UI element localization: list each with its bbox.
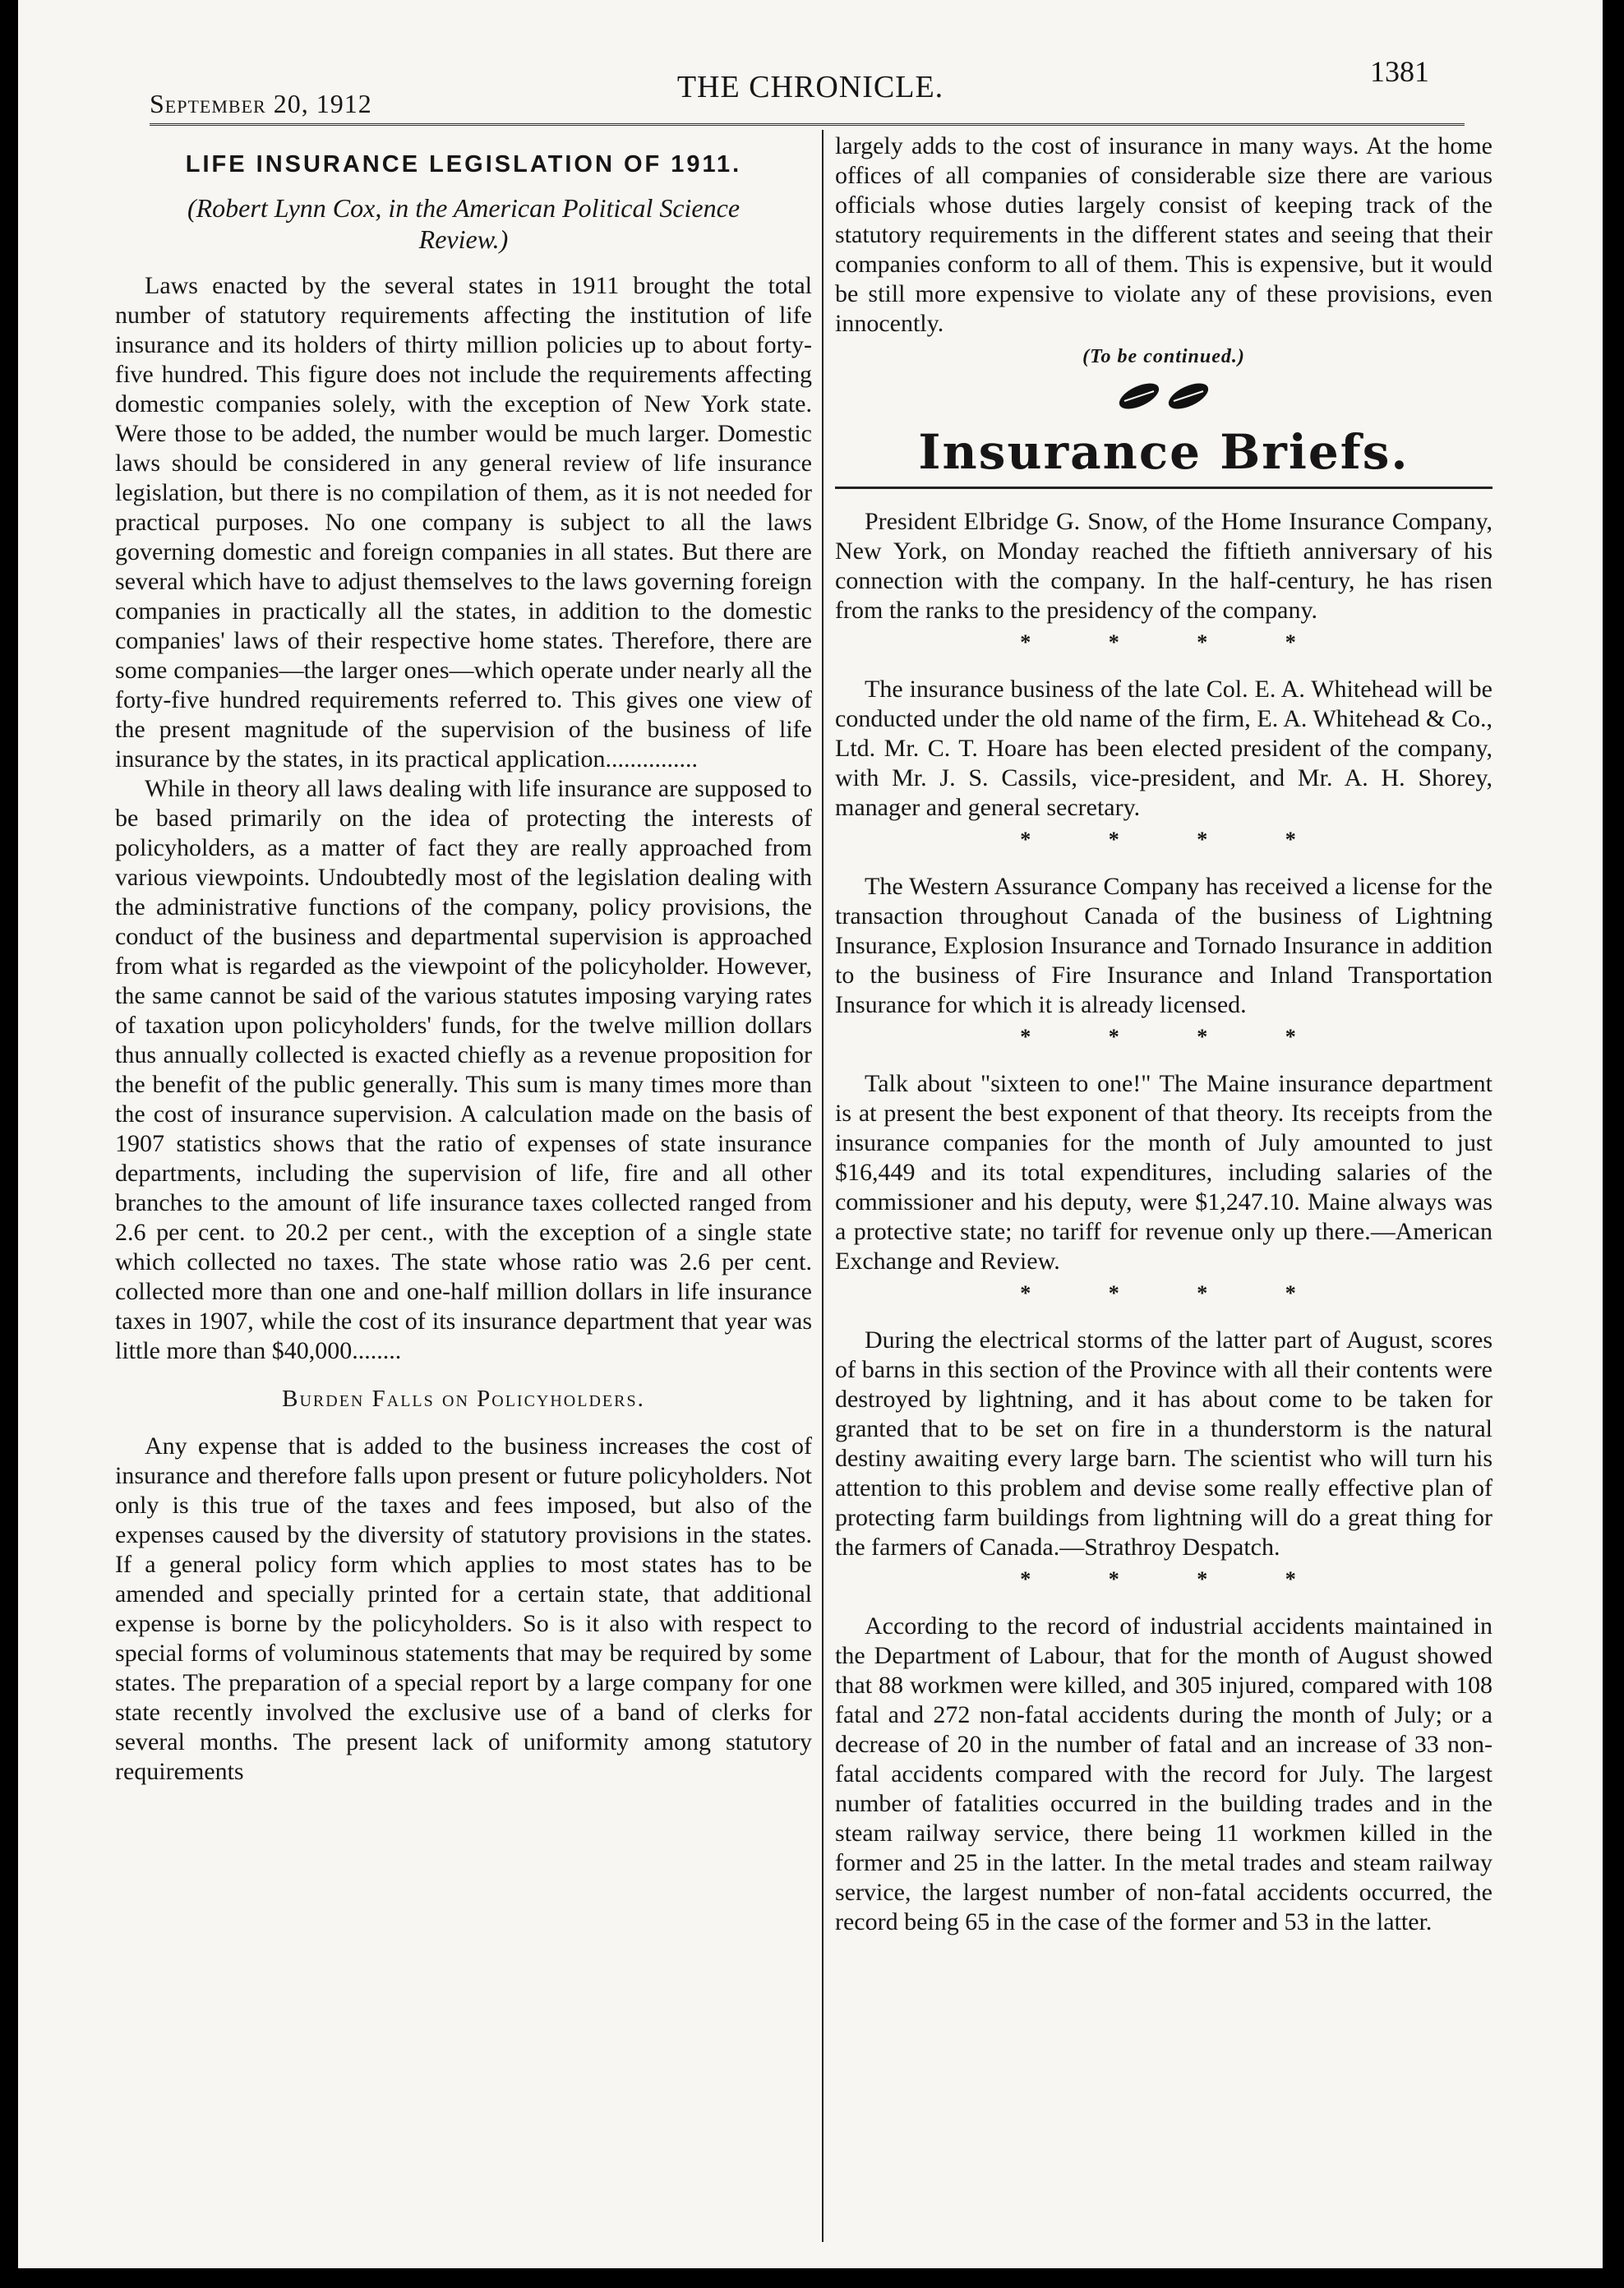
brief-paragraph: Talk about "sixteen to one!" The Maine insurance department is at present the best exponent of that theory. Its receipts from the insurance companies for the month of July amounted to just $16,449 and its total expenditures, including salaries of the commissioner and his deputy, were $1,247.10. Maine always was a protective state; no tariff for revenue only up there.—American Exchange and Review. xyxy=(835,1070,1493,1275)
paragraph: While in theory all laws dealing with life insurance are supposed to be based primarily on the idea of protecting the interests of policyholders, as a matter of fact they are really approached from various viewpoints. Undoubtedly most of the legislation dealing with the administrative functions of the company, policy provisions, the conduct of the business and departmental supervision is approached from what is regarded as the viewpoint of the policyholder. However, the same cannot be said of the various statutes imposing varying rates of taxation upon policyholders' funds, for the twelve million dollars thus annually collected is exacted chiefly as a revenue proposition for the benefit of the public generally. This sum is many times more than the cost of insurance supervision. A calculation made on the basis of 1907 statistics shows that the ratio of expenses of state insurance departments, including the supervision of life, fire and all other branches to the amount of life insurance taxes collected ranged from 2.6 per cent. to 20.2 per cent., with the exception of a single state which collected no taxes. The state whose ratio was 2.6 per cent. collected more than one and one-half million dollars in life insurance taxes in 1907, while the cost of its insurance department that year was little more than $40,000........ xyxy=(115,775,812,1364)
article-title: LIFE INSURANCE LEGISLATION OF 1911. xyxy=(185,151,742,178)
leaf-ornament-icon xyxy=(1115,380,1211,413)
article-byline: (Robert Lynn Cox, in the American Political Science Review.) xyxy=(187,193,740,254)
column-divider xyxy=(822,130,824,2242)
header-rule xyxy=(150,123,1465,126)
brief-paragraph: During the electrical storms of the latter part of August, scores of barns in this section of the Province with all their contents were destroyed by lightning, and it has about come to be taken for granted that to be set on fire in a thunderstorm is the natural destiny awaiting every large barn. The scientist who will turn his attention to this problem and devise some really effective plan of protecting farm buildings from lightning will do a great thing for the farmers of Canada.—Strathroy Despatch. xyxy=(835,1326,1493,1561)
brief-separator: * * * * xyxy=(1020,1281,1332,1305)
brief-paragraph: The Western Assurance Company has received a license for the transaction throughout Canada of the business of Lightning Insurance, Explosion Insurance and Tornado Insurance in addition to the business of Fire Insurance and Inland Transportation Insurance for which it is already licensed. xyxy=(835,873,1493,1018)
brief-paragraph: The insurance business of the late Col. E. A. Whitehead will be conducted under the old name of the firm, E. A. Whitehead & Co., Ltd. Mr. C. T. Hoare has been elected president of the company, with Mr. J. S. Cassils, vice-president, and Mr. A. H. Shorey, manager and general secretary. xyxy=(835,676,1493,821)
brief-paragraph: President Elbridge G. Snow, of the Home Insurance Company, New York, on Monday reached the fiftieth anniversary of his connection with the company. In the half-century, he has risen from the ranks to the presidency of the company. xyxy=(835,508,1493,624)
brief-separator: * * * * xyxy=(1020,630,1332,654)
page-header xyxy=(18,0,1603,140)
header-date: September 20, 1912 xyxy=(150,89,372,118)
to-be-continued-note: (To be continued.) xyxy=(1082,346,1245,367)
section-title: Insurance Briefs. xyxy=(918,424,1409,480)
brief-separator: * * * * xyxy=(1020,828,1332,851)
brief-paragraph: According to the record of industrial accidents maintained in the Department of Labour, that for the month of August showed that 88 workmen were killed, and 305 injured, compared with 108 fatal and 272 non-fatal accidents during the month of July; or a decrease of 20 in the number of fatal and an increase of 33 non-fatal accidents compared with the record for July. The largest number of fatalities occurred in the building trades and in the steam railway service, there being 11 workmen killed in the former and 25 in the latter. In the metal trades and steam railway service, the largest number of non-fatal accidents occurred, the record being 65 in the case of the former and 53 in the latter. xyxy=(835,1612,1493,1935)
page-number: 1381 xyxy=(1370,55,1429,88)
left-column xyxy=(115,131,812,1787)
paragraph: Laws enacted by the several states in 1911 brought the total number of statutory requirements affecting the institution of life insurance and its holders of thirty million policies up to about forty-five hundred. This figure does not include the requirements affecting domestic companies solely, with the exception of New York state. Were those to be added, the number would be much larger. Domestic laws should be considered in any general review of life insurance legislation, but there is no compilation of them, as it is not needed for practical purposes. No one company is subject to all the laws governing domestic and foreign companies in all states. But there are several which have to adjust themselves to the laws governing foreign companies in practically all the states, in addition to the domestic companies' laws of their respective home states. Therefore, there are some companies—the larger ones—which operate under nearly all the forty-five hundred requirements referred to. This gives one view of the present magnitude of the supervision of the business of life insurance by the states, in its practical application............... xyxy=(115,272,812,773)
section-rule xyxy=(835,487,1493,489)
paragraph-continuation: largely adds to the cost of insurance in many ways. At the home offices of all companies of considerable size there are various officials whose duties largely consist of keeping track of the statutory requirements in the different states and seeing that their companies conform to all of them. This is expensive, but it would be still more expensive to violate any of these provisions, even innocently. xyxy=(835,132,1493,337)
paragraph: Any expense that is added to the business increases the cost of insurance and therefore falls upon present or future policyholders. Not only is this true of the taxes and fees imposed, but also of the expenses caused by the diversity of statutory provisions in the states. If a general policy form which applies to most states has to be amended and specially printed for a certain state, that additional expense is borne by the policyholders. So is it also with respect to special forms of voluminous statements that may be required by some states. The preparation of a special report by a large company for one state recently involved the exclusive use of a band of clerks for several months. The present lack of uniformity among statutory requirements xyxy=(115,1432,812,1785)
right-column xyxy=(835,131,1493,1937)
brief-separator: * * * * xyxy=(1020,1025,1332,1049)
leaf-ornament-icon xyxy=(835,380,1493,417)
brief-separator: * * * * xyxy=(1020,1567,1332,1591)
newspaper-page xyxy=(18,0,1603,2268)
header-title: THE CHRONICLE. xyxy=(676,70,944,104)
article-subhead: Burden Falls on Policyholders. xyxy=(282,1386,645,1412)
